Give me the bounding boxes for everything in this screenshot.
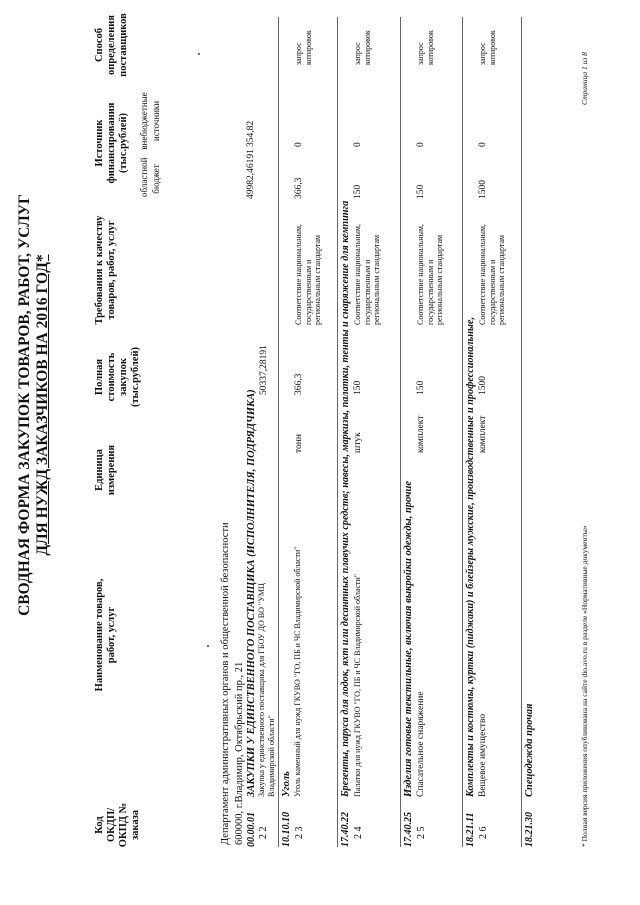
document-title <box>16 125 52 685</box>
item-order: 2 5 <box>416 826 427 839</box>
group-title: Изделия готовые текстильные, включая выкройки одежды, прочие <box>403 480 414 797</box>
group-code: 18.21.30 <box>524 812 535 847</box>
header-financing: Источник финансирования (тыс.рублей) <box>94 102 129 184</box>
section-total: 50337,28191 <box>259 345 269 395</box>
scan-speck <box>207 645 209 647</box>
item-total: 1500 <box>478 376 488 395</box>
header-name: Наименование товаров, работ, услуг <box>94 578 117 692</box>
item-regional: 150 <box>353 184 363 199</box>
item-total: 150 <box>353 380 363 395</box>
item-unit: штук <box>353 432 363 453</box>
item-nonbudget: 0 <box>416 142 426 147</box>
group-title: Брезенты, паруса для лодок, яхт или десантных плавучих средств; навесы, маркизы, палатки, тенты и снаряжение для кемпинга <box>340 200 351 797</box>
item-requirements: Соответствие национальным, государственным и региональным стандартам <box>416 224 444 325</box>
row-divider <box>400 17 401 847</box>
item-unit: тонн <box>294 434 304 453</box>
scan-speck <box>198 53 200 55</box>
header-code: Код ОКДП/ ОКПД № заказа <box>94 802 141 848</box>
group-code: 10.10.10 <box>281 812 292 847</box>
title-line-1: СВОДНАЯ ФОРМА ЗАКУПОК ТОВАРОВ, РАБОТ, УСЛУГ <box>16 194 33 616</box>
header-total: Полная стоимость закупок (тыс.рублей) <box>94 346 141 408</box>
item-regional: 366,3 <box>294 177 304 199</box>
department-address: 600000, г.Владимир, Октябрьский пр., 21 <box>234 661 245 845</box>
item-method: запрос котировок <box>478 30 497 65</box>
group-title: Уголь <box>281 771 292 797</box>
group-title: Спецодежда прочая <box>524 703 535 797</box>
header-method: Способ определения поставщиков <box>94 13 129 77</box>
item-name: Вещевое имущество <box>478 713 488 797</box>
section-order: 2 2 <box>258 826 269 839</box>
section-nonbudget: 354,82 <box>246 120 256 147</box>
item-regional: 1500 <box>478 180 488 199</box>
header-fin-nonbudget: внебюджетные источники <box>139 92 161 150</box>
item-method: запрос котировок <box>294 30 313 65</box>
header-unit: Единица измерения <box>94 444 117 496</box>
item-requirements: Соответствие национальным, государственным и региональным стандартам <box>353 224 381 325</box>
header-requirements: Требования к качеству товаров, работ, услуг <box>94 215 117 325</box>
item-unit: комплект <box>416 415 426 453</box>
item-method: запрос котировок <box>416 30 435 65</box>
item-requirements: Соответствие национальным, государственным и региональным стандартам <box>478 224 506 325</box>
item-total: 150 <box>416 380 426 395</box>
group-code: 18.21.11 <box>465 812 476 847</box>
item-name: Палатки для нужд ГКУВО "ГО, ПБ и ЧС Владимирской области" <box>353 573 362 797</box>
item-regional: 150 <box>416 184 426 199</box>
header-fin-regional: областной бюджет <box>139 157 161 197</box>
department-name: Департамент административных органов и общественной безопасности <box>220 522 231 845</box>
item-total: 366,3 <box>294 373 304 395</box>
item-name: Уголь каменный для нужд ГКУВО "ГО, ПБ и ЧС Владимирской области" <box>293 546 302 797</box>
item-order: 2 4 <box>353 826 364 839</box>
row-divider <box>278 17 279 847</box>
section-desc: Закупка у единственного поставщика для ГБОУ ДО ВО "УМЦ Владимирской области" <box>257 583 276 797</box>
page-number: Страница 1 из 8 <box>580 52 589 105</box>
row-divider <box>337 17 338 847</box>
item-requirements: Соответствие национальным, государственным и региональным стандартам <box>294 224 322 325</box>
item-nonbudget: 0 <box>478 142 488 147</box>
item-order: 2 3 <box>294 826 305 839</box>
row-divider <box>462 17 463 847</box>
item-unit: комплект <box>478 415 488 453</box>
item-name: Спасательное снаряжение <box>416 691 426 797</box>
group-code: 17.40.22 <box>340 812 351 847</box>
footnote: * Полная версия приложения опубликована на сайте dio.avo.ru в разделе «Нормативные документы» <box>580 525 589 847</box>
item-order: 2 6 <box>478 826 489 839</box>
item-method: запрос котировок <box>353 30 372 65</box>
section-regional: 49982,46191 <box>246 149 256 199</box>
section-code: 00.00.01 <box>246 812 257 847</box>
title-line-2: ДЛЯ НУЖД ЗАКАЗЧИКОВ НА 2016 ГОД* <box>34 254 51 556</box>
item-nonbudget: 0 <box>353 142 363 147</box>
section-title: ЗАКУПКИ У ЕДИНСТВЕННОГО ПОСТАВЩИКА (ИСПОЛНИТЕЛЯ, ПОДРЯДЧИКА) <box>246 389 257 797</box>
row-divider <box>521 17 522 847</box>
group-code: 17.40.25 <box>403 812 414 847</box>
group-title: Комплекты и костюмы, куртки (пиджаки) и блейзеры мужские, производственные и профессиональные, <box>465 317 476 797</box>
item-nonbudget: 0 <box>294 142 304 147</box>
